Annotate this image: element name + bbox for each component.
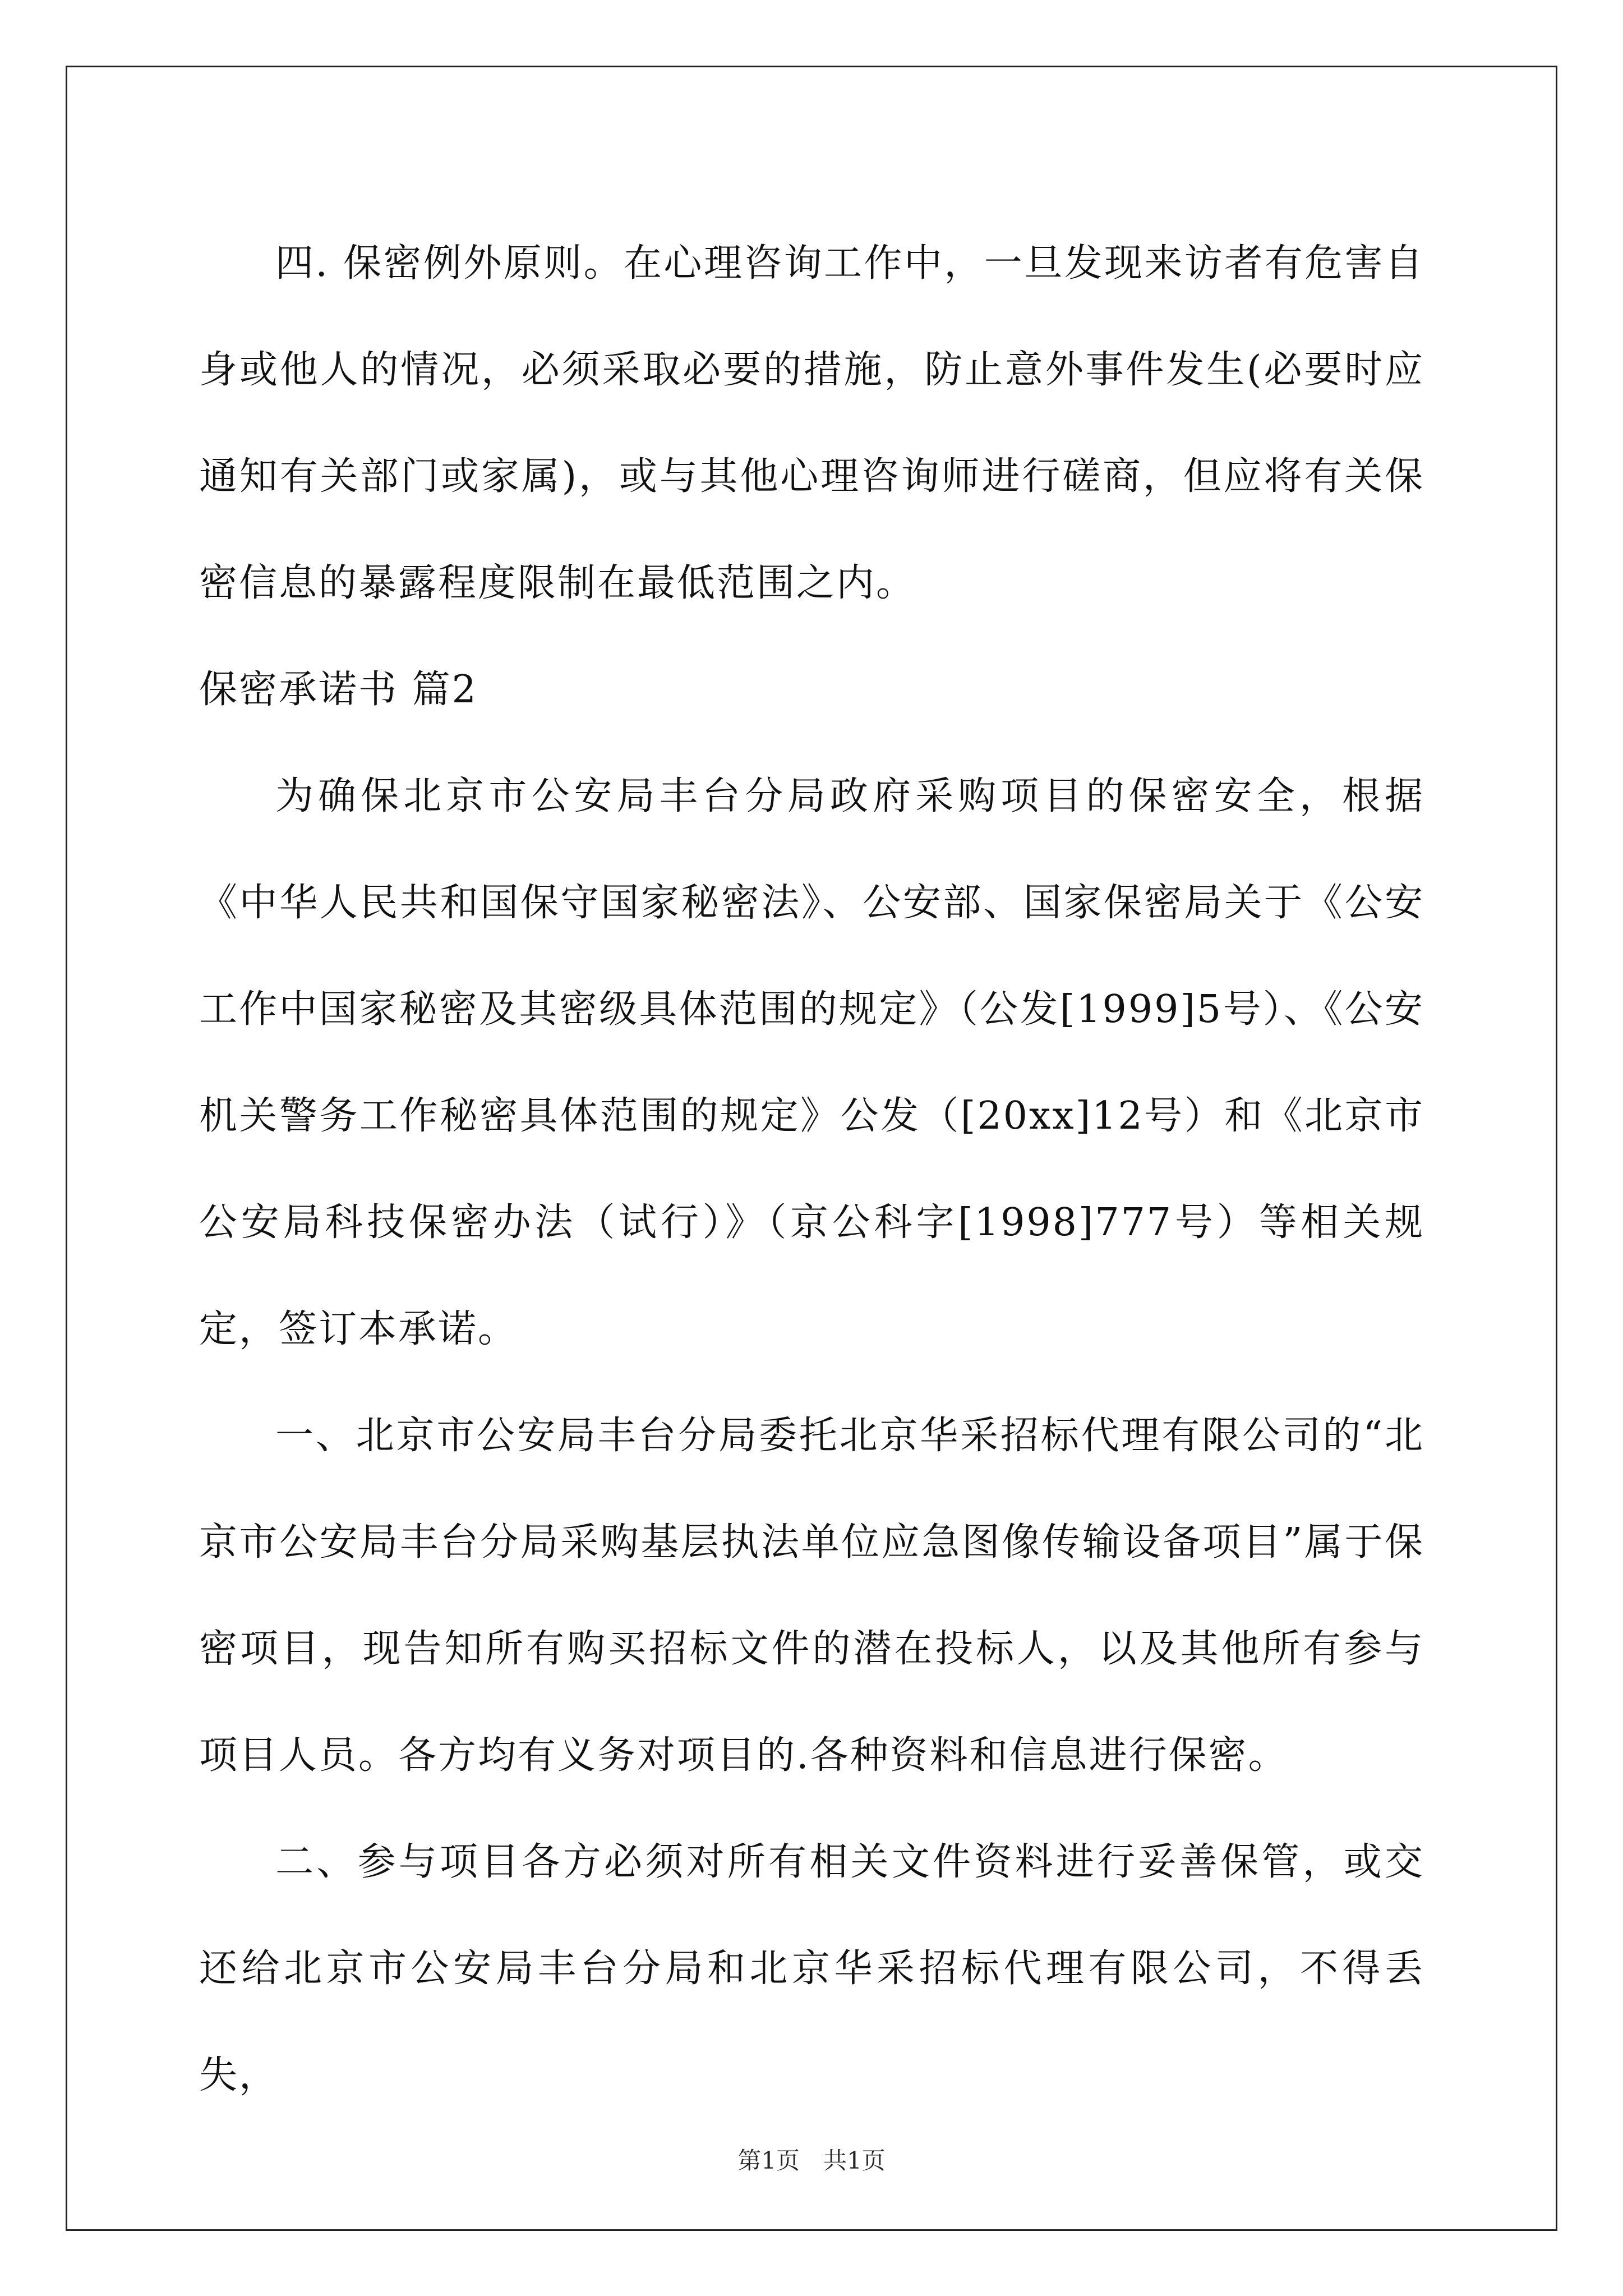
paragraph-item-two: 二、参与项目各方必须对所有相关文件资料进行妥善保管，或交还给北京市公安局丰台分局和北京华采招标代理有限公司，不得丢失， [199,1840,1424,2097]
paragraph-intro: 为确保北京市公安局丰台分局政府采购项目的保密安全，根据《中华人民共和国保守国家秘密法》、公安部、国家保密局关于《公安工作中国家秘密及其密级具体范围的规定》（公发[1999]5号）、《公安机关警务工作秘密具体范围的规定》公发（[20xx]12号）和《北京市公安局科技保密办法（试行）》（京公科字[1998]777号）等相关规定，签订本承诺。 [199,774,1424,1351]
page-footer: 第1页 共1页 [737,2147,886,2174]
section-heading: 保密承诺书 篇2 [199,668,478,712]
paragraph-confidentiality-exception: 四. 保密例外原则。在心理咨询工作中，一旦发现来访者有危害自身或他人的情况，必须采取必要的措施，防止意外事件发生(必要时应通知有关部门或家属)，或与其他心理咨询师进行磋商，但应将有关保密信息的暴露程度限制在最低范围之内。 [199,241,1424,605]
paragraph-item-one: 一、北京市公安局丰台分局委托北京华采招标代理有限公司的“北京市公安局丰台分局采购基层执法单位应急图像传输设备项目”属于保密项目，现告知所有购买招标文件的潜在投标人，以及其他所有参与项目人员。各方均有义务对项目的.各种资料和信息进行保密。 [199,1414,1424,1778]
document-body [199,210,1424,2129]
